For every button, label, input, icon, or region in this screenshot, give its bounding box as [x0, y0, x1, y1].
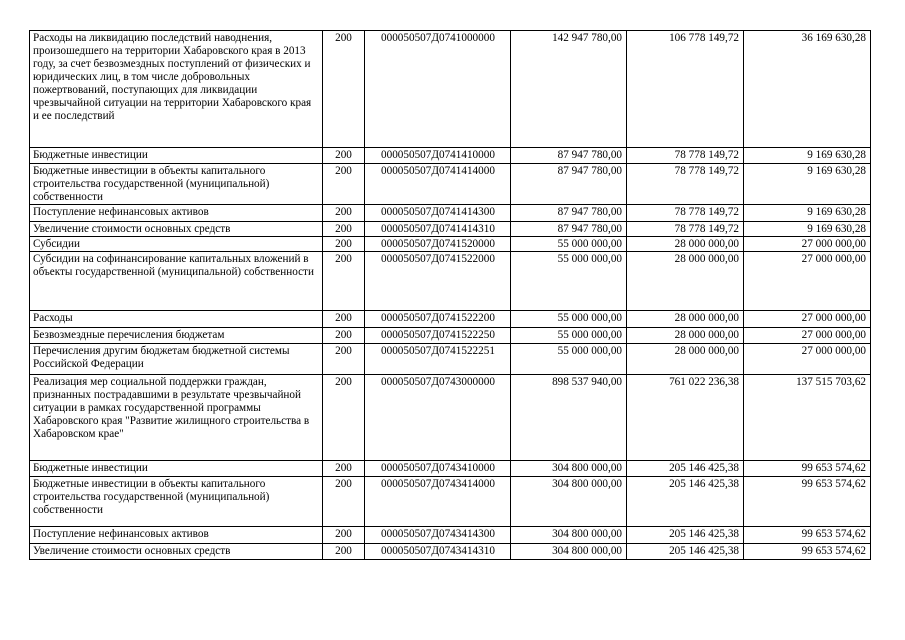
- row-approved-amount-cell: 304 800 000,00: [511, 544, 627, 560]
- row-name-cell: Бюджетные инвестиции в объекты капитального строительства государственной (муниципальной) собственности: [30, 477, 323, 527]
- table-row: [30, 205, 871, 222]
- row-budget-code-cell: 000050507Д0741000000: [365, 31, 511, 148]
- row-name-cell: Реализация мер социальной поддержки граждан, признанных пострадавшими в результате чрезвычайной ситуации в рамках государственной программы Хабаровского края "Развитие жилищного строительства в Хабаровском крае": [30, 375, 323, 461]
- row-unexecuted-amount-cell: 99 653 574,62: [744, 461, 871, 477]
- table-row: [30, 222, 871, 237]
- row-approved-amount-cell: 304 800 000,00: [511, 461, 627, 477]
- row-budget-code-cell: 000050507Д0741414000: [365, 164, 511, 205]
- row-unexecuted-amount-cell: 9 169 630,28: [744, 222, 871, 237]
- row-unexecuted-amount-cell: 137 515 703,62: [744, 375, 871, 461]
- row-approved-amount-cell: 304 800 000,00: [511, 527, 627, 544]
- row-budget-code-cell: 000050507Д0743410000: [365, 461, 511, 477]
- row-budget-code-cell: 000050507Д0741522000: [365, 252, 511, 311]
- row-name-cell: Перечисления другим бюджетам бюджетной системы Российской Федерации: [30, 344, 323, 375]
- row-budget-code-cell: 000050507Д0743414310: [365, 544, 511, 560]
- row-executed-amount-cell: 28 000 000,00: [627, 328, 744, 344]
- row-executed-amount-cell: 205 146 425,38: [627, 461, 744, 477]
- row-executed-amount-cell: 28 000 000,00: [627, 344, 744, 375]
- table-row: [30, 237, 871, 252]
- row-name-cell: Бюджетные инвестиции: [30, 461, 323, 477]
- row-budget-code-cell: 000050507Д0741414310: [365, 222, 511, 237]
- table-row: [30, 148, 871, 164]
- row-unexecuted-amount-cell: 27 000 000,00: [744, 311, 871, 328]
- row-unexecuted-amount-cell: 27 000 000,00: [744, 344, 871, 375]
- table-row: [30, 527, 871, 544]
- row-unexecuted-amount-cell: 27 000 000,00: [744, 328, 871, 344]
- row-admin-code-cell: 200: [323, 461, 365, 477]
- row-approved-amount-cell: 55 000 000,00: [511, 237, 627, 252]
- row-executed-amount-cell: 28 000 000,00: [627, 252, 744, 311]
- row-admin-code-cell: 200: [323, 311, 365, 328]
- row-budget-code-cell: 000050507Д0741522200: [365, 311, 511, 328]
- row-budget-code-cell: 000050507Д0741414300: [365, 205, 511, 222]
- row-approved-amount-cell: 55 000 000,00: [511, 328, 627, 344]
- row-executed-amount-cell: 78 778 149,72: [627, 164, 744, 205]
- row-admin-code-cell: 200: [323, 527, 365, 544]
- row-name-cell: Бюджетные инвестиции в объекты капитального строительства государственной (муниципальной) собственности: [30, 164, 323, 205]
- row-approved-amount-cell: 142 947 780,00: [511, 31, 627, 148]
- row-executed-amount-cell: 761 022 236,38: [627, 375, 744, 461]
- row-admin-code-cell: 200: [323, 164, 365, 205]
- row-unexecuted-amount-cell: 27 000 000,00: [744, 237, 871, 252]
- row-executed-amount-cell: 78 778 149,72: [627, 222, 744, 237]
- row-unexecuted-amount-cell: 9 169 630,28: [744, 205, 871, 222]
- table-row: [30, 328, 871, 344]
- row-unexecuted-amount-cell: 27 000 000,00: [744, 252, 871, 311]
- row-admin-code-cell: 200: [323, 328, 365, 344]
- row-approved-amount-cell: 87 947 780,00: [511, 148, 627, 164]
- row-admin-code-cell: 200: [323, 477, 365, 527]
- row-approved-amount-cell: 898 537 940,00: [511, 375, 627, 461]
- row-budget-code-cell: 000050507Д0741410000: [365, 148, 511, 164]
- table-row: [30, 461, 871, 477]
- row-executed-amount-cell: 78 778 149,72: [627, 148, 744, 164]
- row-admin-code-cell: 200: [323, 205, 365, 222]
- row-admin-code-cell: 200: [323, 544, 365, 560]
- row-name-cell: Бюджетные инвестиции: [30, 148, 323, 164]
- row-admin-code-cell: 200: [323, 148, 365, 164]
- row-approved-amount-cell: 304 800 000,00: [511, 477, 627, 527]
- row-admin-code-cell: 200: [323, 31, 365, 148]
- row-executed-amount-cell: 78 778 149,72: [627, 205, 744, 222]
- row-executed-amount-cell: 205 146 425,38: [627, 527, 744, 544]
- row-budget-code-cell: 000050507Д0743000000: [365, 375, 511, 461]
- row-name-cell: Расходы на ликвидацию последствий наводнения, произошедшего на территории Хабаровского края в 2013 году, за счет безвозмездных поступлений от физических и юридических лиц, в том числе добровольных пожертвований, поступающих для ликвидации чрезвычайной ситуации на территории Хабаровского края и ее последствий: [30, 31, 323, 148]
- row-admin-code-cell: 200: [323, 237, 365, 252]
- row-admin-code-cell: 200: [323, 222, 365, 237]
- row-budget-code-cell: 000050507Д0741522250: [365, 328, 511, 344]
- row-admin-code-cell: 200: [323, 252, 365, 311]
- row-unexecuted-amount-cell: 36 169 630,28: [744, 31, 871, 148]
- row-name-cell: Увеличение стоимости основных средств: [30, 544, 323, 560]
- row-unexecuted-amount-cell: 99 653 574,62: [744, 527, 871, 544]
- row-budget-code-cell: 000050507Д0741522251: [365, 344, 511, 375]
- row-approved-amount-cell: 87 947 780,00: [511, 205, 627, 222]
- row-executed-amount-cell: 28 000 000,00: [627, 237, 744, 252]
- row-admin-code-cell: 200: [323, 344, 365, 375]
- row-name-cell: Поступление нефинансовых активов: [30, 205, 323, 222]
- budget-execution-table: [29, 30, 871, 560]
- row-budget-code-cell: 000050507Д0743414000: [365, 477, 511, 527]
- row-unexecuted-amount-cell: 9 169 630,28: [744, 164, 871, 205]
- row-admin-code-cell: 200: [323, 375, 365, 461]
- row-executed-amount-cell: 205 146 425,38: [627, 544, 744, 560]
- row-name-cell: Расходы: [30, 311, 323, 328]
- row-name-cell: Поступление нефинансовых активов: [30, 527, 323, 544]
- row-approved-amount-cell: 87 947 780,00: [511, 222, 627, 237]
- row-executed-amount-cell: 106 778 149,72: [627, 31, 744, 148]
- row-approved-amount-cell: 55 000 000,00: [511, 311, 627, 328]
- table-row: [30, 164, 871, 205]
- row-executed-amount-cell: 28 000 000,00: [627, 311, 744, 328]
- row-name-cell: Увеличение стоимости основных средств: [30, 222, 323, 237]
- row-budget-code-cell: 000050507Д0743414300: [365, 527, 511, 544]
- table-row: [30, 544, 871, 560]
- row-executed-amount-cell: 205 146 425,38: [627, 477, 744, 527]
- table-body: [30, 31, 871, 560]
- table-row: [30, 375, 871, 461]
- table-row: [30, 477, 871, 527]
- row-approved-amount-cell: 55 000 000,00: [511, 252, 627, 311]
- row-name-cell: Субсидии: [30, 237, 323, 252]
- table-row: [30, 31, 871, 148]
- row-budget-code-cell: 000050507Д0741520000: [365, 237, 511, 252]
- row-approved-amount-cell: 55 000 000,00: [511, 344, 627, 375]
- row-unexecuted-amount-cell: 99 653 574,62: [744, 544, 871, 560]
- table-row: [30, 311, 871, 328]
- row-name-cell: Безвозмездные перечисления бюджетам: [30, 328, 323, 344]
- row-name-cell: Субсидии на софинансирование капитальных вложений в объекты государственной (муниципальной) собственности: [30, 252, 323, 311]
- row-unexecuted-amount-cell: 9 169 630,28: [744, 148, 871, 164]
- row-unexecuted-amount-cell: 99 653 574,62: [744, 477, 871, 527]
- table-row: [30, 344, 871, 375]
- table-row: [30, 252, 871, 311]
- row-approved-amount-cell: 87 947 780,00: [511, 164, 627, 205]
